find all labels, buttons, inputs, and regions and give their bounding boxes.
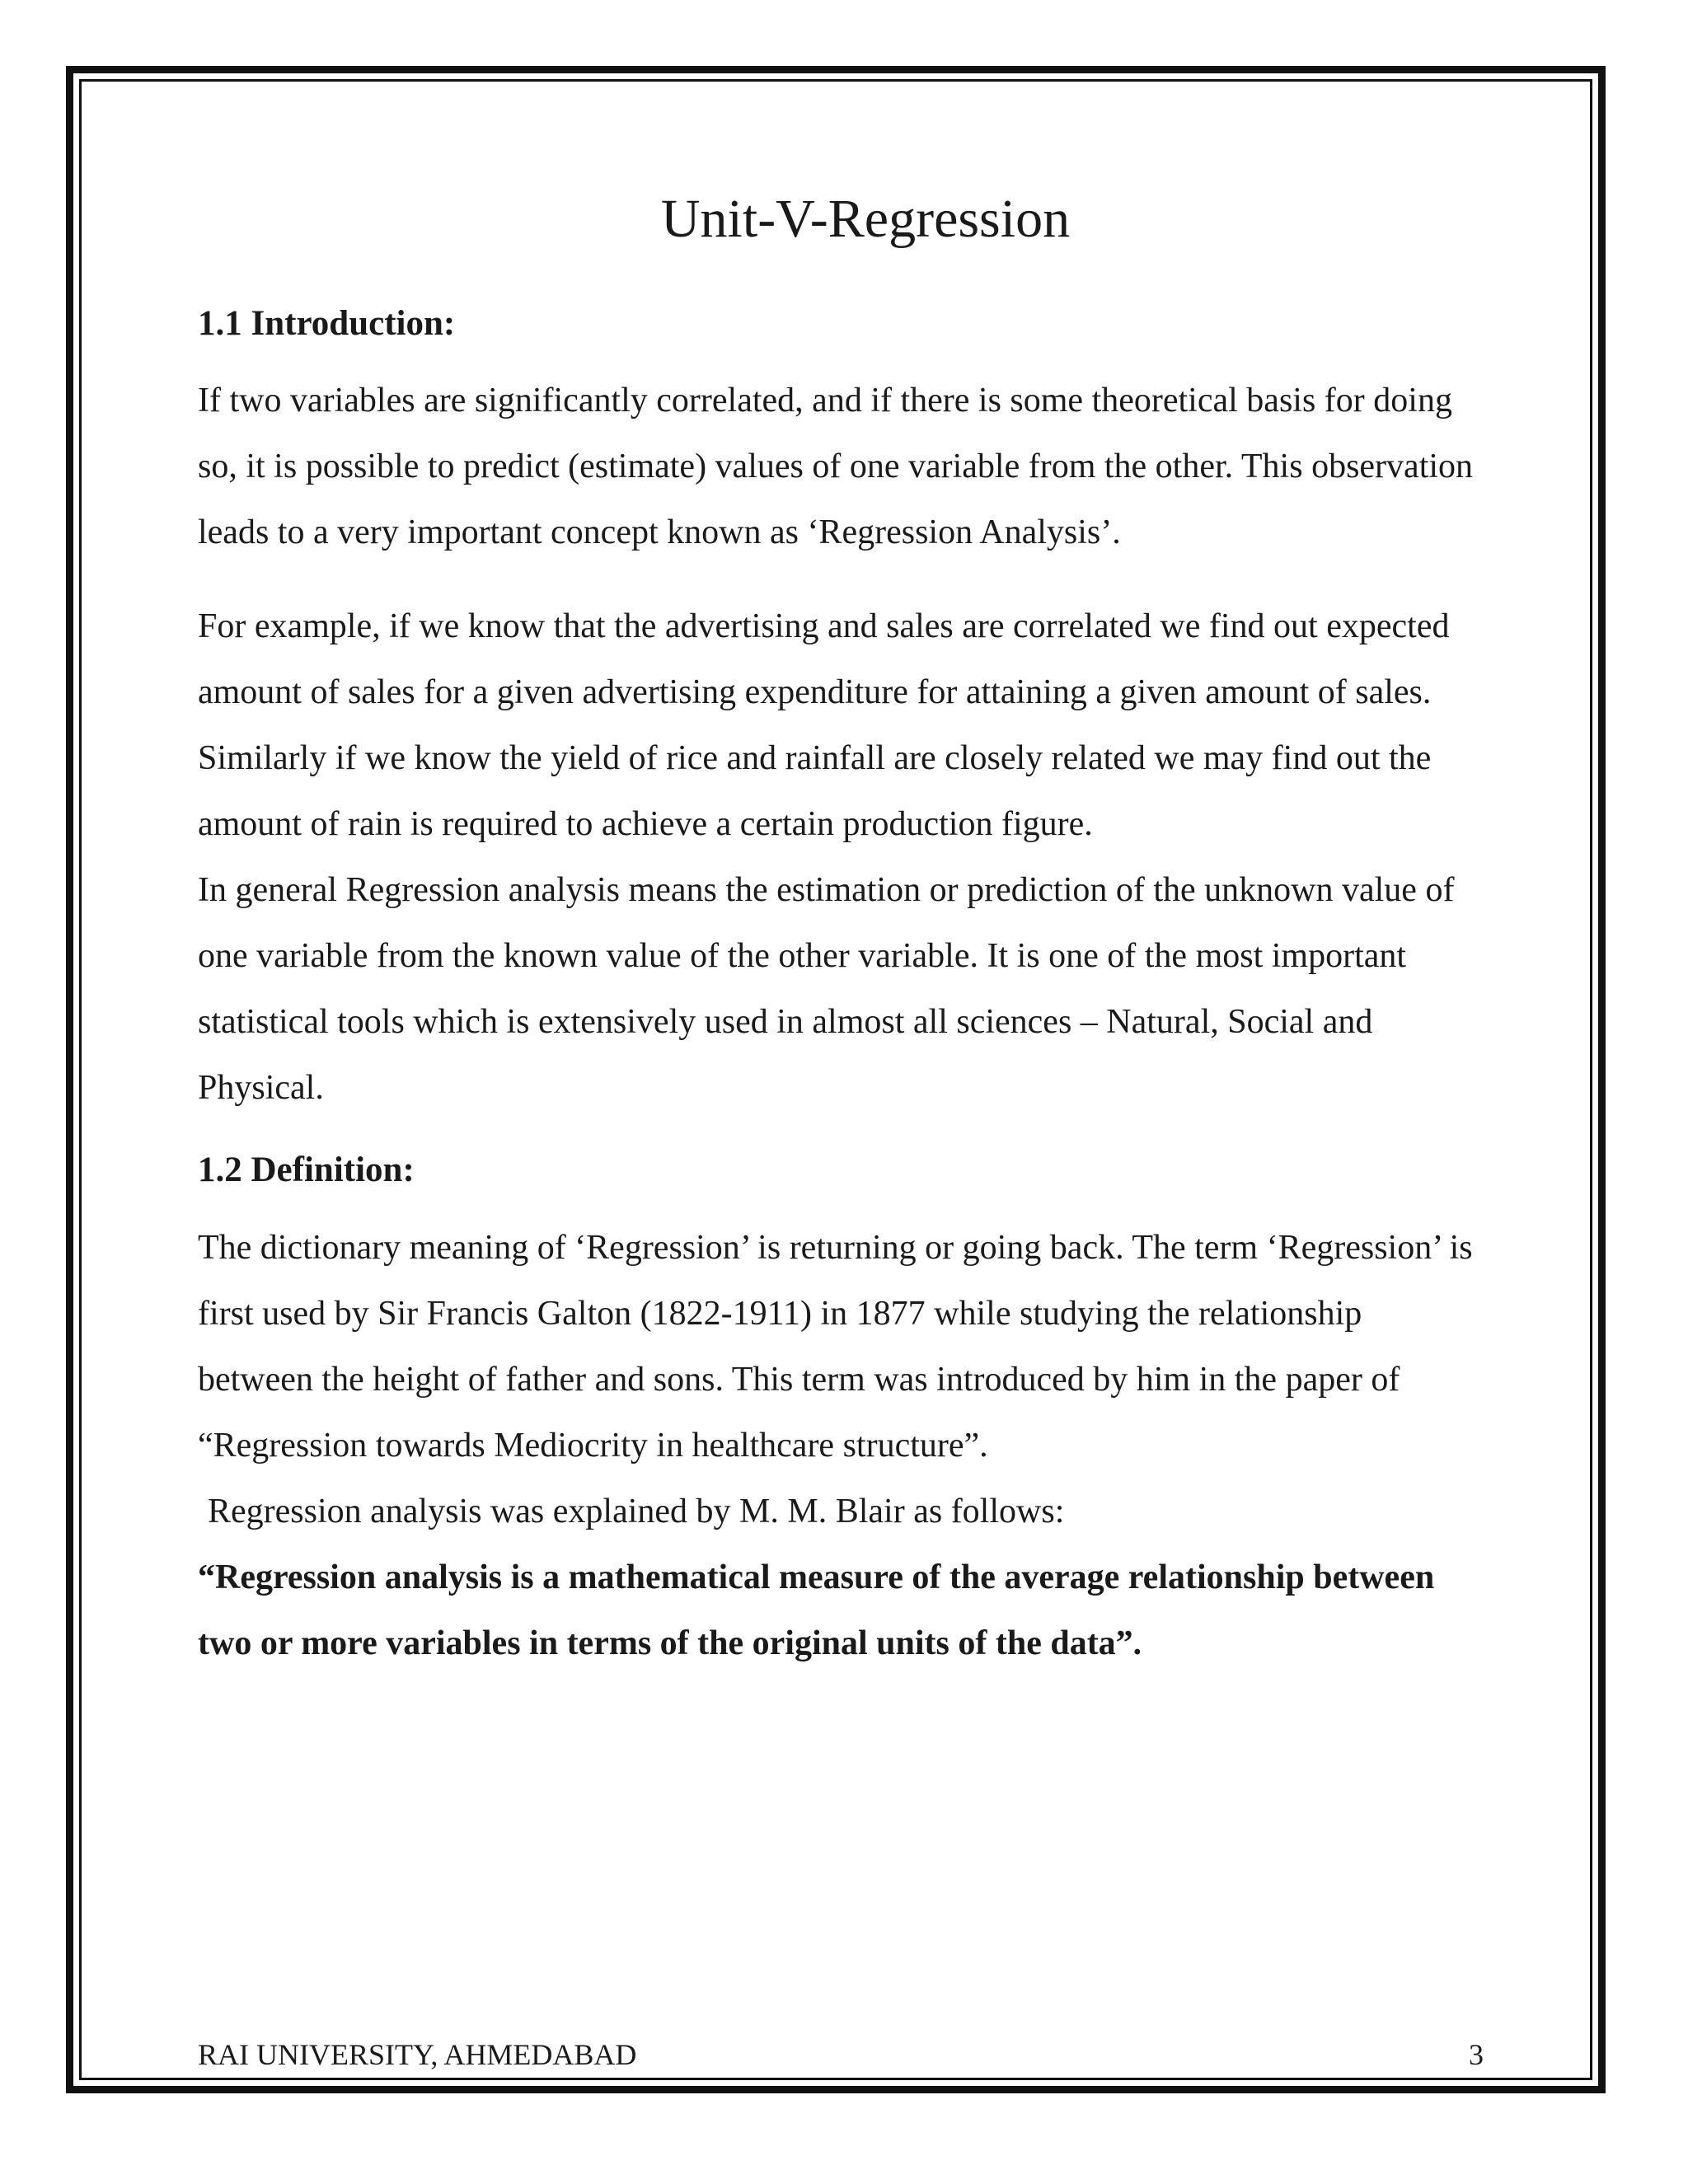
blair-definition-quote: “Regression analysis is a mathematical measure of the average relationship between two or more variables in terms of the original units of the data”. [198,1558,1435,1662]
document-title: Unit-V-Regression [660,189,1071,249]
footer-institution: RAI UNIVERSITY, AHMEDABAD [198,2038,637,2071]
intro-paragraph-2: For example, if we know that the advertising and sales are correlated we find out expected amount of sales for a given advertising expenditure for attaining a given amount of sales. Similarly if we know the yield of rice and rainfall are closely related we may find out the amount of rain is required to achieve a certain production figure. [198,607,1450,844]
footer-page-number: 3 [1469,2038,1484,2071]
intro-paragraph-1: If two variables are significantly correlated, and if there is some theoretical basis for doing so, it is possible to predict (estimate) values of one variable from the other. This observation leads to a very important concept known as ‘Regression Analysis’. [198,382,1474,552]
section-heading-introduction: 1.1 Introduction: [198,303,456,343]
definition-paragraph-1: The dictionary meaning of ‘Regression’ is returning or going back. The term ‘Regression’ is first used by Sir Francis Galton (1822-1911) in 1877 while studying the relationship between the height of father and sons. This term was introduced by him in the paper of “Regression towards Mediocrity in healthcare structure”. [198,1228,1473,1465]
definition-paragraph-2: Regression analysis was explained by M. M. Blair as follows: [208,1492,1065,1530]
intro-paragraph-3: In general Regression analysis means the estimation or prediction of the unknown value of one variable from the known value of the other variable. It is one of the most important statistical tools which is extensively used in almost all sciences – Natural, Social and Physical. [198,871,1455,1108]
section-heading-definition: 1.2 Definition: [198,1151,415,1190]
page-content [198,190,1484,1676]
